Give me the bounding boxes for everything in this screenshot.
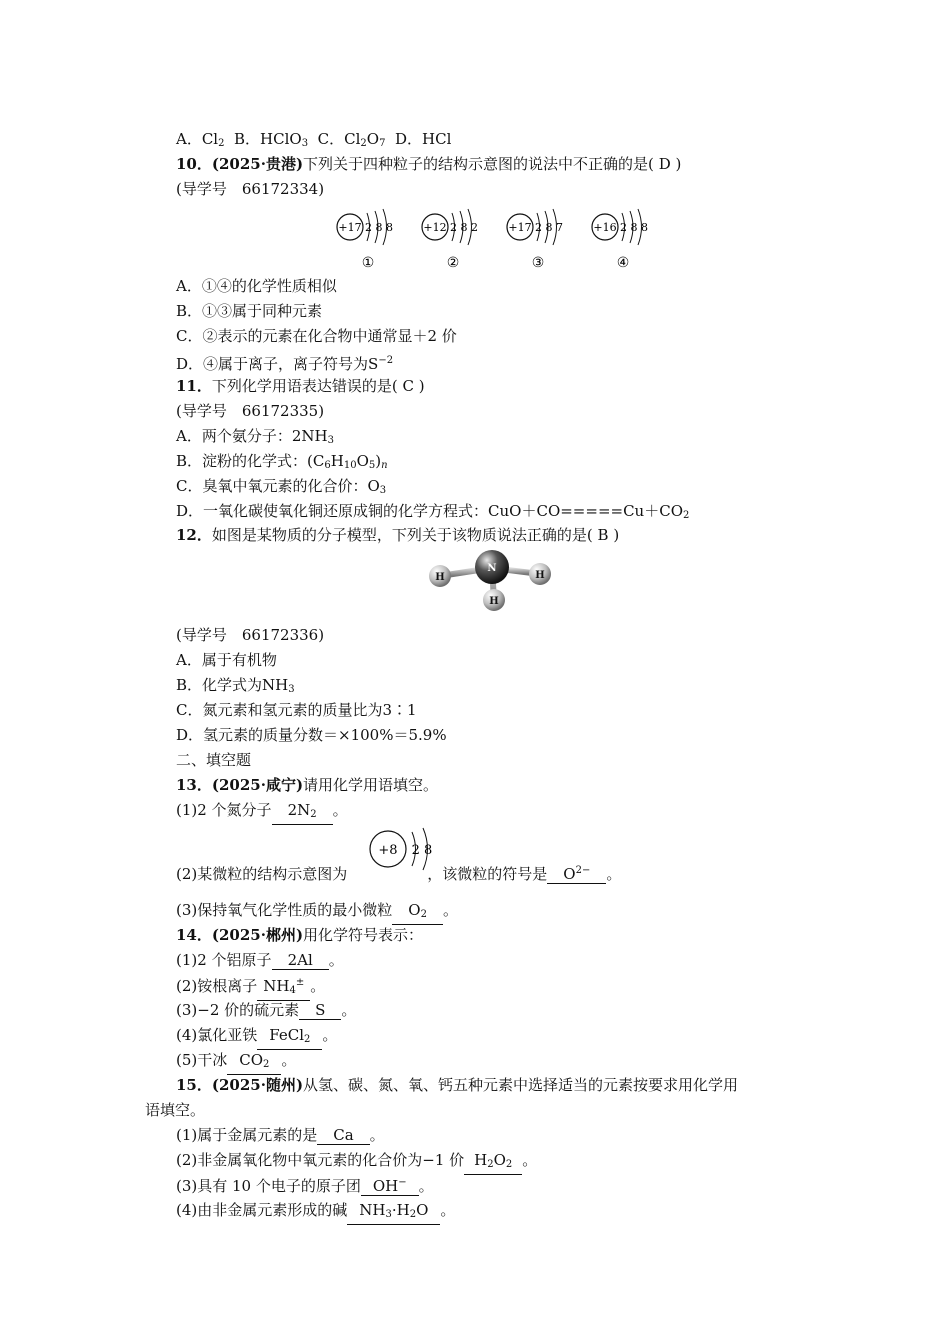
q9-option-a: A．Cl: [176, 130, 219, 148]
q9-option-c-sub1: 2: [360, 138, 367, 149]
option-text: ): [375, 452, 382, 470]
answer-text: FeCl: [269, 1026, 304, 1044]
part-text: (1)属于金属元素的是: [176, 1126, 318, 1144]
question-number: 11．: [176, 377, 212, 395]
answer-blank: [299, 1001, 341, 1020]
nucleus-charge: +17: [338, 221, 362, 234]
option-sub: 3: [327, 435, 334, 446]
answer-text: NH: [359, 1201, 386, 1219]
atom-structure-diagrams: [330, 203, 670, 271]
answer-blank: [547, 862, 606, 884]
part-text: (2)非金属氧化物中氧元素的化合价为−1 价: [176, 1151, 465, 1169]
paren-close: ): [675, 155, 682, 173]
answer-sup: ±: [295, 977, 305, 988]
electron-shells: 2 8 7: [535, 221, 563, 234]
punct: 。: [606, 865, 622, 883]
option-text: D．一氧化碳使氧化铜还原成铜的化学方程式：CuO＋CO=====Cu＋CO: [176, 502, 683, 520]
punct: 。: [369, 1126, 385, 1144]
q14-part-3: [176, 999, 356, 1021]
q11-option-c: [176, 475, 386, 502]
q10-stem: [176, 153, 681, 175]
q11-option-a: [176, 425, 334, 452]
atom-diagram-2: [422, 209, 478, 271]
q12-stem: [176, 524, 619, 546]
q13-part-2: [176, 862, 621, 885]
answer-text: 2N: [287, 801, 311, 819]
atom-label: H: [489, 596, 499, 607]
answer-blank: [347, 1201, 440, 1225]
question-text: 下列关于四种粒子的结构示意图的说法中不正确的是(: [303, 155, 654, 173]
answer-blank: [317, 1126, 369, 1145]
q13-part-1: [176, 799, 348, 825]
nucleus-charge: +12: [423, 221, 447, 234]
q9-option-b-sub: 3: [301, 138, 309, 149]
question-number: 12．: [176, 526, 212, 544]
answer-choice: B: [597, 526, 609, 544]
diagram-label: ①: [361, 255, 375, 271]
option-text: B．化学式为NH: [176, 676, 289, 694]
option-sub: 10: [343, 460, 357, 471]
answer-sup: 2−: [575, 865, 591, 876]
part-text: (3)保持氧气化学性质的最小微粒: [176, 901, 393, 919]
section-heading: 二、填空题: [176, 751, 252, 769]
part-text: (1)2 个氮分子: [176, 801, 272, 819]
nucleus-charge: +8: [378, 843, 398, 858]
answer-blank: [361, 1174, 419, 1196]
part-text: (1)2 个铝原子: [176, 951, 272, 969]
part-text: (2)铵根离子: [176, 977, 258, 995]
electron-shells: 2 8 8: [365, 221, 393, 234]
q10-option-a: A．①④的化学性质相似: [176, 277, 337, 295]
atom-diagram-4: [592, 209, 648, 271]
q12-option-b: [176, 674, 295, 701]
q11-guide-number: (导学号 66172335): [176, 402, 325, 420]
q15-part-4: [176, 1199, 455, 1225]
answer-sub: 2: [409, 1209, 417, 1220]
option-sub: 2: [683, 510, 690, 521]
answer-sub: 2: [420, 909, 427, 920]
q11-stem: [176, 375, 425, 397]
punct: 。: [328, 951, 344, 969]
q13-stem: [176, 774, 438, 796]
answer-text: Ca: [333, 1126, 354, 1144]
q15-stem: [176, 1074, 738, 1096]
part-text: (3)−2 价的硫元素: [176, 1001, 300, 1019]
nucleus-charge: +16: [593, 221, 617, 234]
q12-option-d: D．氢元素的质量分数＝×100%＝5.9%: [176, 726, 447, 744]
answer-sub: 2: [487, 1159, 494, 1170]
q12-option-a: A．属于有机物: [176, 651, 277, 669]
option-text: C．臭氧中氧元素的化合价：O: [176, 477, 380, 495]
part-text: (4)由非金属元素形成的碱: [176, 1201, 348, 1219]
question-source: (2025·贵港): [211, 155, 304, 173]
question-number: 13．: [176, 776, 212, 794]
question-source: (2025·随州): [211, 1076, 304, 1094]
option-sub: 3: [288, 684, 295, 695]
option-sub: n: [381, 460, 388, 471]
question-text: 从氢、碳、氮、氧、钙五种元素中选择适当的元素按要求用化学用: [303, 1076, 739, 1094]
q9-option-c-mid: O: [366, 130, 380, 148]
diagram-label: ②: [446, 255, 460, 271]
answer-text: O: [416, 1201, 429, 1219]
answer-choice: C: [402, 377, 414, 395]
option-text: A．两个氨分子：2NH: [176, 427, 328, 445]
answer-text: O: [493, 1151, 506, 1169]
question-source: (2025·郴州): [211, 926, 304, 944]
answer-sub: 3: [385, 1209, 392, 1220]
molecule-model: [420, 548, 560, 614]
part-text: (3)具有 10 个电子的原子团: [176, 1177, 361, 1195]
question-text: 下列化学用语表达错误的是(: [211, 377, 398, 395]
part-text: (2)某微粒的结构示意图为: [176, 865, 348, 883]
answer-sub: 2: [263, 1059, 270, 1070]
electron-shells: 2 8 8: [620, 221, 648, 234]
q15-part-2: [176, 1149, 537, 1175]
answer-sub: 2: [310, 809, 317, 820]
answer-text: S: [315, 1001, 326, 1019]
q9-options: [176, 128, 451, 155]
answer-text: CO: [239, 1051, 264, 1069]
answer-text: O: [563, 865, 576, 883]
answer-text: H: [474, 1151, 488, 1169]
punct: 。: [442, 901, 458, 919]
q14-stem: [176, 924, 423, 946]
question-text: 用化学符号表示：: [303, 926, 424, 944]
atom-label: H: [435, 572, 445, 583]
answer-blank: [272, 801, 333, 825]
atom-diagram-3: [507, 209, 563, 271]
q14-part-1: [176, 949, 344, 971]
paren-close: ): [418, 377, 425, 395]
punct: 。: [341, 1001, 357, 1019]
question-number: 14．: [176, 926, 212, 944]
electron-shells: 2 8 2: [450, 221, 478, 234]
q9-option-b: B．HClO: [234, 130, 302, 148]
question-number: 10．: [176, 155, 212, 173]
diagram-label: ④: [616, 255, 630, 271]
answer-blank: [227, 1051, 281, 1075]
q14-part-5: [176, 1049, 296, 1075]
option-text: H: [330, 452, 344, 470]
option-sub: 3: [379, 485, 387, 496]
option-sup: −2: [378, 355, 394, 366]
q9-option-a-sub: 2: [218, 138, 225, 149]
paren-close: ): [613, 526, 620, 544]
option-text: B．淀粉的化学式：(C: [176, 452, 325, 470]
atom-label: N: [487, 563, 497, 574]
answer-text: O: [408, 901, 421, 919]
q13-part-3: [176, 899, 458, 925]
answer-sub: 2: [304, 1034, 311, 1045]
electron-shells: 2 8: [411, 843, 433, 858]
punct: 。: [522, 1151, 538, 1169]
q15-stem-cont: 语填空。: [145, 1101, 206, 1119]
diagram-label: ③: [531, 255, 545, 271]
answer-text: ·H: [391, 1201, 410, 1219]
punct: 。: [440, 1201, 456, 1219]
question-source: (2025·咸宁): [211, 776, 304, 794]
punct: 。: [310, 977, 326, 995]
punct: 。: [322, 1026, 338, 1044]
punct: 。: [418, 1177, 434, 1195]
q10-option-d: [176, 350, 393, 375]
answer-blank: [257, 1026, 322, 1050]
q9-option-c-sub2: 7: [379, 138, 386, 149]
q12-option-c: C．氮元素和氢元素的质量比为3∶1: [176, 701, 417, 719]
q10-guide-number: (导学号 66172334): [176, 180, 325, 198]
answer-sub: 2: [505, 1159, 513, 1170]
q11-option-b: [176, 450, 388, 477]
q14-part-4: [176, 1024, 337, 1050]
q15-part-3: [176, 1174, 434, 1197]
question-text: 请用化学用语填空。: [303, 776, 439, 794]
nucleus-charge: +17: [508, 221, 532, 234]
answer-text: NH: [263, 977, 290, 995]
question-number: 15．: [176, 1076, 212, 1094]
punct: 。: [281, 1051, 297, 1069]
q10-option-b: B．①③属于同种元素: [176, 302, 323, 320]
answer-blank: [464, 1151, 522, 1175]
q14-part-2: [176, 974, 325, 1001]
q10-option-c: C．②表示的元素在化合物中通常显＋2 价: [176, 327, 457, 345]
question-text: 如图是某物质的分子模型，下列关于该物质说法正确的是(: [211, 526, 593, 544]
answer-blank: [257, 974, 310, 1001]
option-sub: 6: [324, 460, 331, 471]
q15-part-1: [176, 1124, 385, 1146]
q9-option-d: D．HCl: [395, 130, 452, 148]
answer-sup: −: [398, 1177, 407, 1188]
answer-choice: D: [658, 155, 671, 173]
option-text: O: [356, 452, 369, 470]
answer-blank: [272, 951, 329, 970]
part-text: ，该微粒的符号是: [427, 865, 548, 883]
q12-guide-number: (导学号 66172336): [176, 626, 325, 644]
q11-option-d: [176, 500, 689, 527]
option-sub: 5: [368, 460, 376, 471]
answer-blank: [392, 901, 443, 925]
answer-sub: 4: [289, 985, 296, 996]
answer-text: 2Al: [287, 951, 313, 969]
atom-label: H: [535, 570, 545, 581]
part-text: (5)干冰: [176, 1051, 228, 1069]
q9-option-c: C．Cl: [317, 130, 361, 148]
answer-text: OH: [372, 1177, 399, 1195]
option-text: D．④属于离子，离子符号为S: [176, 355, 379, 373]
punct: 。: [332, 801, 348, 819]
atom-diagram-1: [337, 209, 393, 271]
part-text: (4)氯化亚铁: [176, 1026, 258, 1044]
